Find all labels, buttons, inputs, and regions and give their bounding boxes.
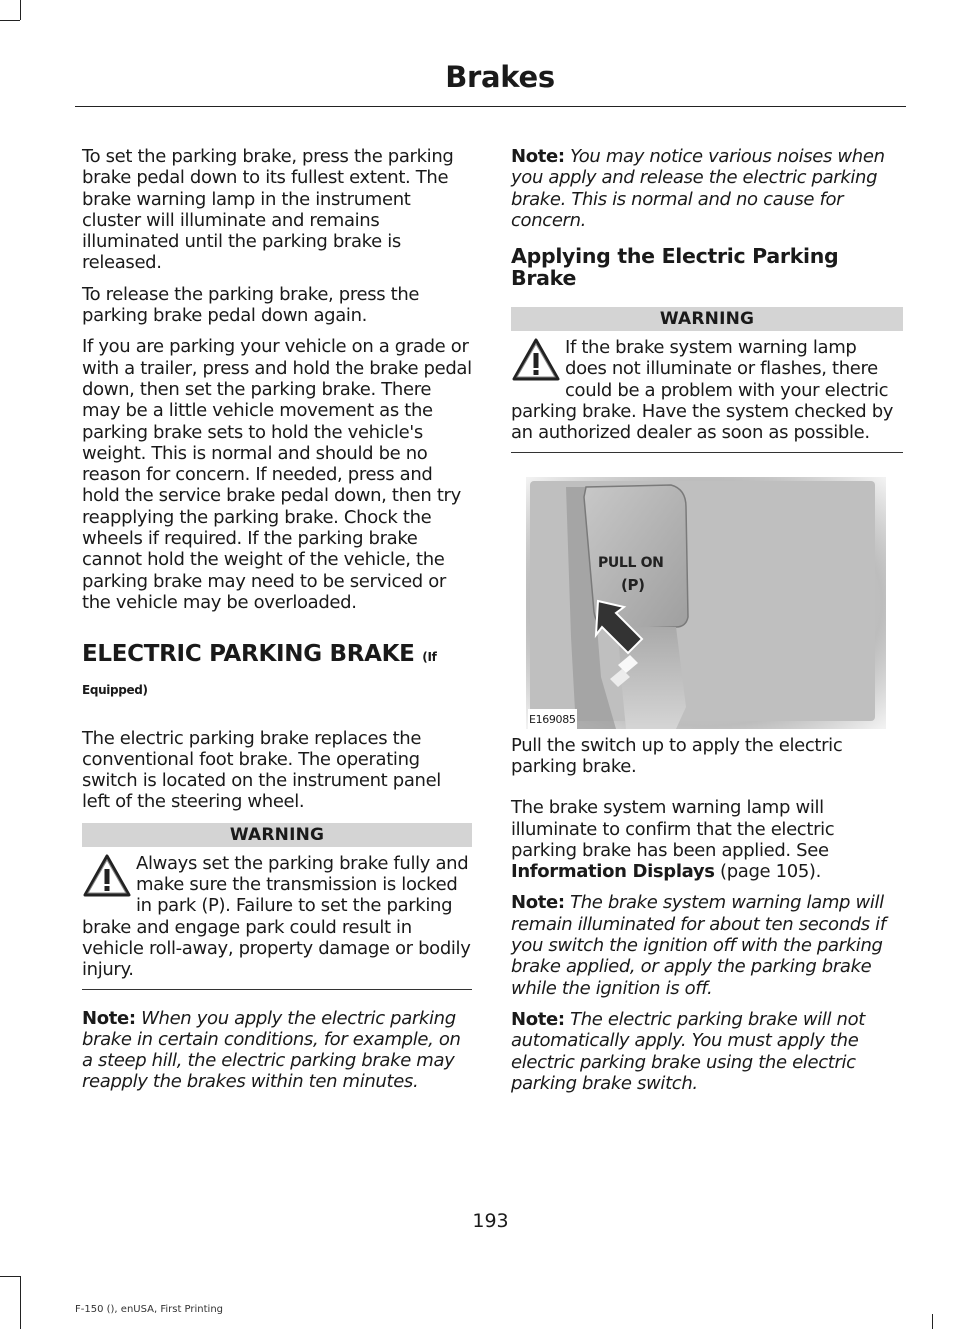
right-column <box>511 146 903 1104</box>
footer-text: F-150 (), enUSA, First Printing <box>75 1304 224 1315</box>
paragraph: The electric parking brake replaces the conventional foot brake. The operating switch is located on the instrument panel left of the steering wheel. <box>82 727 441 813</box>
paragraph: To release the parking brake, press the parking brake pedal down again. <box>82 283 420 327</box>
paragraph: If you are parking your vehicle on a grade or with a trailer, press and hold the brake pedal down, then set the parking brake. There may be a little vehicle movement as the parking brake sets to hold the vehicle's weight. This is normal and should be no reason for concern. If needed, press and hold the service brake pedal down, then try reapplying the parking brake. Chock the wheels if required. If the parking brake cannot hold the weight of the vehicle, the parking brake may need to be serviced or the vehicle may be overloaded. <box>82 336 472 613</box>
crop-mark <box>0 20 20 21</box>
warning-text: If the brake system warning lamp does not illuminate or flashes, there could be a problem with your electric parking brake. Have the system checked by an authorized dealer as soon as possible. <box>511 337 894 444</box>
section-heading <box>82 641 472 670</box>
paragraph-text: The brake system warning lamp will illuminate to confirm that the electric parking brake has been applied. See <box>511 797 835 861</box>
note-label: Note: <box>511 1008 565 1030</box>
parking-brake-switch-figure <box>526 477 886 729</box>
crop-mark <box>0 1276 20 1277</box>
note <box>511 892 903 998</box>
paragraph: To set the parking brake, press the parking brake pedal down to its fullest extent. The brake warning lamp in the instrument cluster will illuminate and remains illuminated until the parking brake is released. <box>82 146 454 274</box>
warning-box <box>82 853 472 990</box>
left-column <box>82 146 472 1103</box>
crop-mark <box>20 1276 21 1329</box>
note-text: You may notice various noises when you apply and release the electric parking brake. This is normal and no cause for concern. <box>511 146 885 231</box>
note-text: When you apply the electric parking brake in certain conditions, for example, on a steep hill, the electric parking brake may reapply the brakes within ten minutes. <box>82 1007 461 1093</box>
figure-caption: Pull the switch up to apply the electric parking brake. <box>511 734 843 777</box>
note-text: The brake system warning lamp will remain illuminated for about ten seconds if you switch the ignition off with the parking brake applied, or apply the parking brake while the ignition is off. <box>511 892 886 999</box>
paragraph <box>511 797 903 882</box>
note-label: Note: <box>511 892 565 914</box>
figure-code: E169085 <box>528 709 577 730</box>
section-title: ELECTRIC PARKING BRAKE <box>82 641 415 668</box>
note-label: Note: <box>82 1007 136 1029</box>
switch-label: PULL ON <box>598 554 664 571</box>
warning-triangle-icon <box>82 853 132 899</box>
crop-mark <box>20 0 21 20</box>
note <box>511 1009 903 1094</box>
page-title: Brakes <box>445 60 555 94</box>
warning-text: Always set the parking brake fully and make sure the transmission is locked in park (P). Failure to set the parking brake and engage park could result in vehicle roll-away, property damage or bodily injury. <box>82 852 471 981</box>
note-text: The electric parking brake will not automatically apply. You must apply the electric parking brake using the electric parking brake switch. <box>511 1008 865 1094</box>
warning-box <box>511 337 903 452</box>
section-title-suffix: (If <box>422 650 437 665</box>
switch-illustration <box>526 477 886 729</box>
note <box>511 146 903 231</box>
page-reference: (page 105). <box>720 861 821 883</box>
note-label: Note: <box>511 146 565 167</box>
section-title-suffix-2: Equipped) <box>82 683 148 698</box>
warning-label: WARNING <box>82 823 472 847</box>
warning-triangle-icon <box>511 337 561 383</box>
switch-symbol: (P) <box>621 575 645 594</box>
note <box>82 1008 472 1093</box>
page-number: 193 <box>472 1210 509 1232</box>
header-divider <box>75 106 906 107</box>
crop-mark <box>932 1314 933 1329</box>
warning-label: WARNING <box>511 307 903 331</box>
cross-reference-link[interactable]: Information Displays <box>511 861 715 883</box>
subsection-heading: Applying the Electric Parking Brake <box>511 244 839 291</box>
